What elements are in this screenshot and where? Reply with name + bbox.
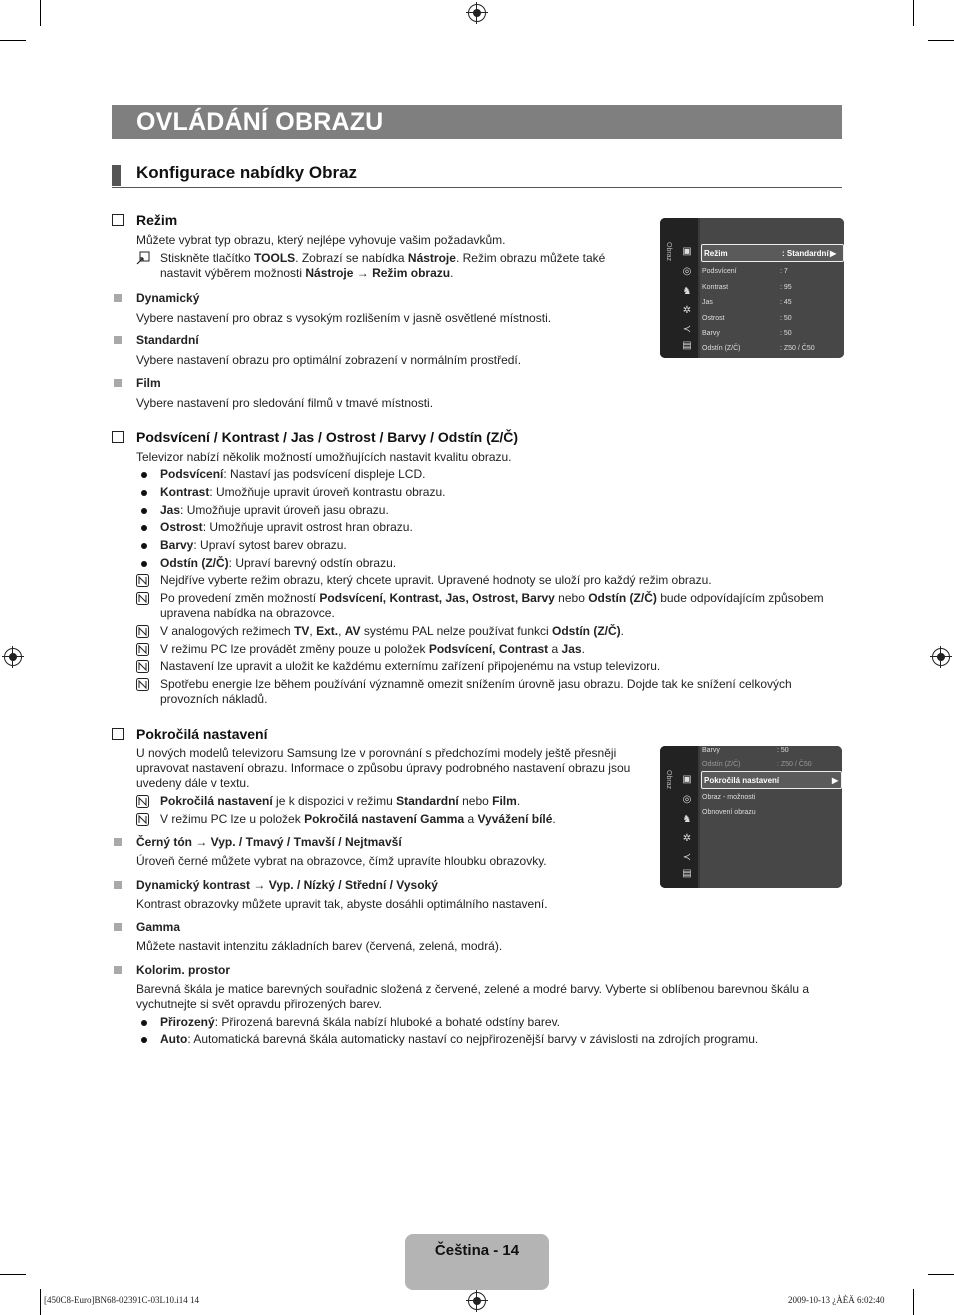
- channel-icon: ♞: [682, 814, 692, 825]
- square-bullet-icon: [114, 923, 122, 931]
- pokrocila-intro: U nových modelů televizoru Samsung lze v porovnání s předchozími modely ještě přesněji: [136, 746, 617, 760]
- input-icon: ≺: [682, 852, 692, 863]
- osd-row-label[interactable]: Odstín (Z/Č): [702, 345, 741, 352]
- section-heading: [112, 162, 842, 188]
- crop-mark: [0, 1274, 26, 1275]
- gamma-label: Gamma: [136, 920, 181, 934]
- bullet-dot-icon: [141, 508, 147, 514]
- note-text: provozních nákladů.: [160, 692, 268, 706]
- osd-selected-row[interactable]: Režim : Standardní ▶: [701, 244, 844, 262]
- page-number-tab: [405, 1234, 549, 1290]
- crop-mark: [913, 0, 914, 26]
- checkbox-bullet-icon: [112, 431, 124, 443]
- osd-row-value: : 50: [780, 315, 792, 322]
- note-icon: [136, 643, 149, 656]
- osd-selected-row[interactable]: Pokročilá nastavení ▶: [701, 771, 842, 789]
- input-icon: ≺: [682, 324, 692, 335]
- film-text: Vybere nastavení pro sledování filmů v tmavé místnosti.: [136, 396, 434, 410]
- dynamicky-kontrast-text: Kontrast obrazovky můžete upravit tak, abyste dosáhli optimálního nastavení.: [136, 897, 548, 911]
- square-bullet-icon: [114, 294, 122, 302]
- crop-mark: [40, 1289, 41, 1315]
- osd-row-value: : 95: [780, 284, 792, 291]
- rezim-heading: Režim: [136, 212, 178, 228]
- osd-picture-menu: [660, 218, 844, 358]
- podsviceni-heading: Podsvícení / Kontrast / Jas / Ostrost / Barvy / Odstín (Z/Č): [136, 429, 518, 445]
- osd-row-label[interactable]: Obnovení obrazu: [702, 809, 756, 816]
- note-icon: [136, 678, 149, 691]
- bullet-dot-icon: [141, 525, 147, 531]
- crop-mark: [913, 1289, 914, 1315]
- dynamicky-kontrast-label: Dynamický kontrast → Vyp. / Nízký / Střední / Vysoký: [136, 878, 438, 892]
- kolorim-text: Barevná škála je matice barevných souřadnic složená z červené, zelené a modré barvy. Vyberte si oblíbenou barevnou škálu a: [136, 982, 810, 996]
- crop-mark: [0, 40, 26, 41]
- registration-mark-icon: [468, 4, 486, 22]
- setup-icon: ✲: [682, 833, 692, 844]
- support-icon: ▤: [682, 340, 692, 351]
- bullet-item: Přirozený: Přirozená barevná škála nabízí hluboké a bohaté odstíny barev.: [160, 1015, 561, 1029]
- note-icon: [136, 795, 149, 808]
- checkbox-bullet-icon: [112, 214, 124, 226]
- square-bullet-icon: [114, 966, 122, 974]
- note-icon: [136, 660, 149, 673]
- pokrocila-intro: upravovat nastavení obrazu. Informace o způsobu úpravy podrobného nastavení obrazu jsou: [136, 761, 631, 775]
- bullet-dot-icon: [141, 543, 147, 549]
- osd-side-label: Obraz: [665, 770, 672, 790]
- note-text: V režimu PC lze u položek Pokročilá nastavení Gamma a Vyvážení bílé.: [160, 812, 556, 826]
- note-text: Spotřebu energie lze během používání významně omezit snížením úrovně jasu obrazu. Dojde tak ke snížení celkových: [160, 677, 792, 691]
- osd-row-label[interactable]: Barvy: [702, 747, 720, 754]
- osd-row-label[interactable]: Barvy: [702, 330, 720, 337]
- square-bullet-icon: [114, 881, 122, 889]
- setup-icon: ✲: [682, 305, 692, 316]
- bullet-item: Barvy: Upraví sytost barev obrazu.: [160, 538, 347, 552]
- gamma-text: Můžete nastavit intenzitu základních barev (červená, zelená, modrá).: [136, 939, 503, 953]
- bullet-item: Auto: Automatická barevná škála automaticky nastaví co nejpřirozenější barvy v závislosti na zdrojích programu.: [160, 1032, 759, 1046]
- note-icon: [136, 574, 149, 587]
- page-title: OVLÁDÁNÍ OBRAZU: [136, 108, 384, 136]
- osd-row-value: : 50: [780, 330, 792, 337]
- page-title-bar: [112, 105, 842, 139]
- dynamicky-text: Vybere nastavení pro obraz s vysokým rozlišením v jasně osvětlené místnosti.: [136, 311, 552, 325]
- square-bullet-icon: [114, 379, 122, 387]
- rezim-intro: Můžete vybrat typ obrazu, který nejlépe vyhovuje vašim požadavkům.: [136, 233, 506, 247]
- crop-mark: [40, 0, 41, 26]
- crop-mark: [928, 40, 954, 41]
- osd-row-value: : Z50 / Č50: [780, 345, 815, 352]
- note-text: Po provedení změn možností Podsvícení, Kontrast, Jas, Ostrost, Barvy nebo Odstín (Z/Č) bude odpovídajícím způsobem: [160, 591, 824, 605]
- bullet-dot-icon: [141, 561, 147, 567]
- note-icon: [136, 625, 149, 638]
- bullet-item: Jas: Umožňuje upravit úroveň jasu obrazu.: [160, 503, 389, 517]
- kolorim-label: Kolorim. prostor: [136, 963, 231, 977]
- note-icon: [136, 592, 149, 605]
- channel-icon: ♞: [682, 286, 692, 297]
- osd-row-label[interactable]: Podsvícení: [702, 268, 737, 275]
- note-text: V režimu PC lze provádět změny pouze u položek Podsvícení, Contrast a Jas.: [160, 642, 585, 656]
- standardni-text: Vybere nastavení obrazu pro optimální zobrazení v normálním prostředí.: [136, 353, 522, 367]
- osd-row-value: : 45: [780, 299, 792, 306]
- kolorim-text: vychutnejte si svět opravdu přirozených barev.: [136, 997, 382, 1011]
- sound-icon: ◎: [682, 794, 692, 805]
- bullet-dot-icon: [141, 1037, 147, 1043]
- bullet-dot-icon: [141, 490, 147, 496]
- crop-mark: [928, 1274, 954, 1275]
- pokrocila-intro: uvedeny dále v textu.: [136, 776, 250, 790]
- picture-icon: ▣: [682, 246, 692, 257]
- osd-row-label[interactable]: Kontrast: [702, 284, 729, 291]
- section-marker: [112, 165, 121, 186]
- sound-icon: ◎: [682, 266, 692, 277]
- cerny-ton-label: Černý tón → Vyp. / Tmavý / Tmavší / Nejtmavší: [136, 835, 402, 849]
- film-label: Film: [136, 376, 161, 390]
- bullet-dot-icon: [141, 1020, 147, 1026]
- footer-timestamp: 2009-10-13 ¿ÀÈÄ 6:02:40: [788, 1295, 885, 1305]
- bullet-item: Podsvícení: Nastaví jas podsvícení displeje LCD.: [160, 467, 426, 481]
- note-text: Nastavení lze upravit a uložit ke každému externímu zařízení připojenému na vstup televizoru.: [160, 659, 661, 673]
- tools-icon: [136, 251, 150, 265]
- tools-note-line1: Stiskněte tlačítko TOOLS. Zobrazí se nabídka Nástroje. Režim obrazu můžete také: [160, 251, 606, 265]
- picture-icon: ▣: [682, 774, 692, 785]
- note-text: Pokročilá nastavení je k dispozici v režimu Standardní nebo Film.: [160, 794, 521, 808]
- square-bullet-icon: [114, 336, 122, 344]
- registration-mark-icon: [468, 1292, 486, 1310]
- section-title: Konfigurace nabídky Obraz: [136, 163, 358, 182]
- note-text: upravena nabídka na obrazovce.: [160, 606, 335, 620]
- cerny-ton-text: Úroveň černé můžete vybrat na obrazovce, čímž upravíte hloubku obrazovky.: [136, 854, 547, 868]
- osd-row-value: : 7: [780, 268, 788, 275]
- bullet-item: Ostrost: Umožňuje upravit ostrost hran obrazu.: [160, 520, 413, 534]
- bullet-item: Kontrast: Umožňuje upravit úroveň kontrastu obrazu.: [160, 485, 446, 499]
- note-text: V analogových režimech TV, Ext., AV systému PAL nelze používat funkci Odstín (Z/Č).: [160, 624, 624, 638]
- checkbox-bullet-icon: [112, 728, 124, 740]
- osd-side-label: Obraz: [665, 242, 672, 262]
- note-icon: [136, 813, 149, 826]
- osd-row-value: : 50: [777, 747, 789, 754]
- osd-advanced-menu: [660, 746, 842, 888]
- registration-mark-icon: [4, 648, 22, 666]
- bullet-dot-icon: [141, 472, 147, 478]
- standardni-label: Standardní: [136, 333, 199, 347]
- osd-row-label: Odstín (Z/Č): [702, 761, 741, 768]
- osd-row-label[interactable]: Ostrost: [702, 315, 725, 322]
- note-text: Nejdříve vyberte režim obrazu, který chcete upravit. Upravené hodnoty se uloží pro každý režim obrazu.: [160, 573, 712, 587]
- podsviceni-intro: Televizor nabízí několik možností umožňujících nastavit kvalitu obrazu.: [136, 450, 512, 464]
- footer-file-info: [450C8-Euro]BN68-02391C-03L10.i14 14: [44, 1295, 199, 1305]
- support-icon: ▤: [682, 868, 692, 879]
- dynamicky-label: Dynamický: [136, 291, 200, 305]
- osd-row-value: : Z50 / Č50: [777, 761, 812, 768]
- tools-note-line2: nastavit výběrem možnosti Nástroje → Režim obrazu.: [160, 266, 454, 280]
- bullet-item: Odstín (Z/Č): Upraví barevný odstín obrazu.: [160, 556, 397, 570]
- osd-row-label[interactable]: Obraz - možnosti: [702, 794, 756, 801]
- pokrocila-heading: Pokročilá nastavení: [136, 726, 268, 742]
- registration-mark-icon: [932, 648, 950, 666]
- osd-row-label[interactable]: Jas: [702, 299, 713, 306]
- square-bullet-icon: [114, 838, 122, 846]
- page-number: Čeština - 14: [434, 1242, 520, 1259]
